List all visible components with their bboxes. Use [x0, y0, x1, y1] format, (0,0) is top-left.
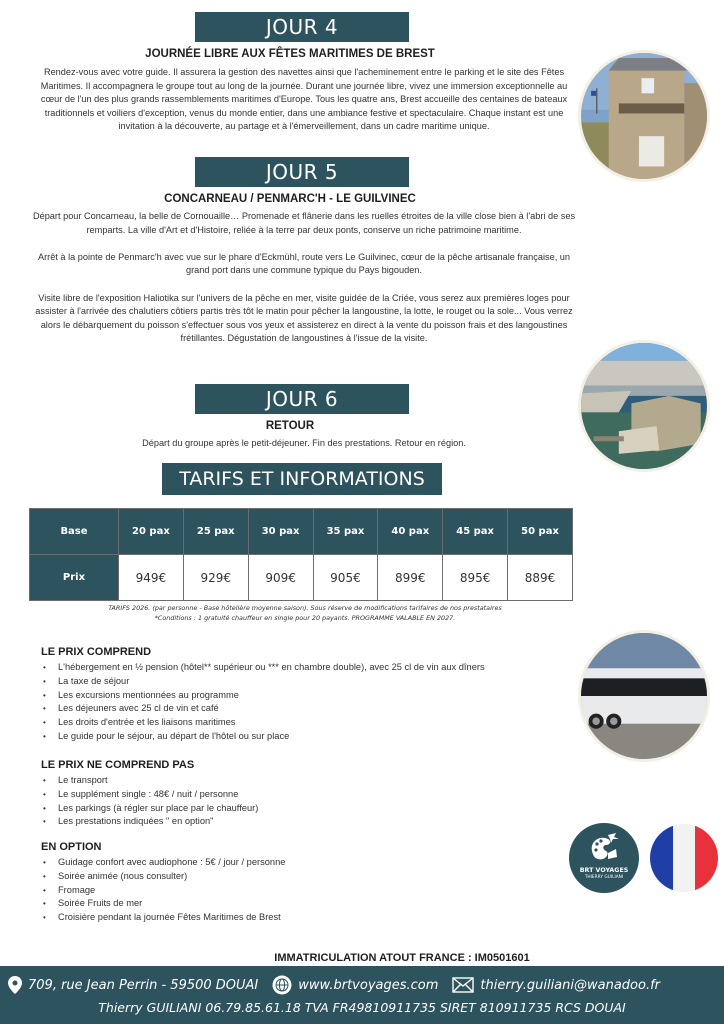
header-50-pax: 50 pax [508, 509, 573, 555]
options-section [41, 841, 561, 925]
logo-sub-text: THIERRY GUILIANI [584, 875, 624, 880]
flag-white-band [673, 824, 696, 892]
list-item: • Le guide pour le séjour, au départ de l'hôtel ou sur place [41, 730, 561, 744]
tarif-notes [30, 604, 580, 623]
list-item: • Les excursions mentionnées au programme [41, 689, 561, 703]
list-item: • L'hébergement en ½ pension (hôtel** supérieur ou *** en chambre double), avec 25 cl de vin aux dîners [41, 661, 561, 675]
list-item: • Le transport [41, 774, 561, 788]
list-item: • Les parkings (à régler sur place par le chauffeur) [41, 802, 561, 816]
flag-blue-band [650, 824, 673, 892]
list-item: • Les prestations indiquées " en option" [41, 815, 561, 829]
concarneau-ville-close-photo [578, 340, 710, 472]
price-table-price-row [30, 555, 573, 601]
prix-comprend-title: LE PRIX COMPREND [41, 646, 152, 658]
options-title: EN OPTION [41, 841, 102, 853]
brest-castle-tower-photo [578, 50, 710, 182]
tarifs-banner: TARIFS ET INFORMATIONS [162, 463, 442, 495]
day-4-banner: JOUR 4 [195, 12, 409, 42]
day-6-banner: JOUR 6 [195, 384, 409, 414]
website-link[interactable]: www.brtvoyages.com [298, 977, 439, 993]
day-6-paragraph: Départ du groupe après le petit-déjeuner. Fin des prestations. Retour en région. [142, 438, 466, 448]
immatriculation: IMMATRICULATION ATOUT FRANCE : IM0501601 [274, 952, 530, 964]
address-text: 709, rue Jean Perrin - 59500 DOUAI [28, 977, 259, 993]
header-20-pax: 20 pax [119, 509, 184, 555]
france-flag-icon [650, 824, 718, 892]
prix-ne-comprend-pas-title: LE PRIX NE COMPREND PAS [41, 759, 195, 771]
day-5-title: CONCARNEAU / PENMARC'H - LE GUILVINEC [164, 193, 416, 205]
footer [0, 966, 724, 1024]
row-header-prix: Prix [30, 555, 119, 601]
palette-plane-icon [586, 831, 622, 867]
list-item: • Soirée Fruits de mer [41, 897, 561, 911]
price-40-pax: 899€ [378, 555, 443, 601]
header-40-pax: 40 pax [378, 509, 443, 555]
list-item: • Le supplément single : 48€ / nuit / personne [41, 788, 561, 802]
tarif-note-1: TARIFS 2026. (par personne - Base hôtelière moyenne saison). Sous réserve de modifications tarifaires de nos prestataires [108, 604, 502, 612]
price-45-pax: 895€ [443, 555, 508, 601]
day-4-description [30, 66, 578, 134]
email-link[interactable]: thierry.guiliani@wanadoo.fr [480, 977, 661, 993]
coach-bus-photo [578, 630, 710, 762]
day-5-paragraph-3: Visite libre de l'exposition Haliotika sur l'univers de la pêche en mer, visite guidée de la Criée, vous serez aux premières loges pour assister à l'arrivée des chalutiers côtiers partis très tôt le matin pour pêcher la langoustine, la lotte, le rouget ou la sole... Vous verrez alors le débarquement du poisson s'effectuer sous vos yeux et assisterez en direct à la vente du poisson frais et des langoustines frétillantes. Dégustation de langoustines à l'issue de la visite. [35, 292, 573, 344]
logo-brand-text: BRT VOYAGES [579, 867, 629, 874]
flag-red-band [695, 824, 718, 892]
brt-voyages-logo [569, 823, 639, 893]
footer-address [8, 976, 258, 994]
tarif-note-2: *Conditions : 1 gratuité chauffeur en single pour 20 payants. PROGRAMME VALABLE EN 2027. [154, 613, 456, 622]
list-item: • Soirée animée (nous consulter) [41, 870, 561, 884]
options-list [41, 856, 561, 925]
price-35-pax: 905€ [313, 555, 378, 601]
day-4-title: JOURNÉE LIBRE AUX FÊTES MARITIMES DE BREST [145, 48, 435, 60]
day-5-banner: JOUR 5 [195, 157, 409, 187]
price-25-pax: 929€ [183, 555, 248, 601]
price-20-pax: 949€ [119, 555, 184, 601]
list-item: • Fromage [41, 884, 561, 898]
location-pin-icon [8, 976, 22, 994]
header-45-pax: 45 pax [443, 509, 508, 555]
footer-website[interactable] [272, 975, 438, 995]
price-30-pax: 909€ [248, 555, 313, 601]
day-6-title: RETOUR [265, 420, 315, 432]
header-25-pax: 25 pax [183, 509, 248, 555]
day-5-paragraph-1: Départ pour Concarneau, la belle de Cornouaille… Promenade et flânerie dans les ruelles étroites de la ville close bien à l'abri de ses remparts. La ville d'Art et d'Histoire, reliée à la terre par deux ponts, conserve un riche patrimoine maritime. [32, 211, 576, 235]
envelope-icon [452, 977, 474, 993]
header-35-pax: 35 pax [313, 509, 378, 555]
prix-comprend-section [41, 646, 561, 744]
prix-ne-comprend-pas-section [41, 759, 561, 829]
day-5-paragraph-2: Arrêt à la pointe de Penmarc'h avec vue sur le phare d'Eckmühl, route vers Le Guilvinec, cœur de la pêche artisanale française, un grand port dans une commune typique du Pays bigouden. [37, 251, 571, 276]
list-item: • Croisière pendant la journée Fêtes Maritimes de Brest [41, 911, 561, 925]
prix-ne-comprend-pas-list [41, 774, 561, 829]
footer-email[interactable] [452, 977, 660, 993]
list-item: • Guidage confort avec audiophone : 5€ / jour / personne [41, 856, 561, 870]
list-item: • Les droits d'entrée et les liaisons maritimes [41, 716, 561, 730]
list-item: • Les déjeuners avec 25 cl de vin et café [41, 702, 561, 716]
day-4-paragraph: Rendez-vous avec votre guide. Il assurera la gestion des navettes ainsi que l'acheminement entre le parking et le site des Fêtes Maritimes. Il accompagnera le groupe tout au long de la journée. Durant une journée libre, vivez une immersion exceptionnelle au cœur de l'un des plus grands rassemblements maritimes d'Europe. Tous les quatre ans, Brest accueille des centaines de bateaux traditionnels et voiliers d'exception, venus du monde entier, dans une ambiance festive et spectaculaire. Chaque instant est une invitation à la découverte, au partage et à l'émerveillement, dans un cadre maritime unique. [40, 67, 568, 132]
price-50-pax: 889€ [508, 555, 573, 601]
day-5-description [30, 210, 578, 346]
day-6-description [30, 437, 578, 451]
header-30-pax: 30 pax [248, 509, 313, 555]
price-table [29, 508, 573, 601]
price-table-header-row [30, 509, 573, 555]
globe-icon [272, 975, 292, 995]
footer-legal: Thierry GUILIANI 06.79.85.61.18 TVA FR49810911735 SIRET 810911735 RCS DOUAI [98, 1000, 626, 1015]
prix-comprend-list [41, 661, 561, 744]
header-base: Base [30, 509, 119, 555]
list-item: • La taxe de séjour [41, 675, 561, 689]
